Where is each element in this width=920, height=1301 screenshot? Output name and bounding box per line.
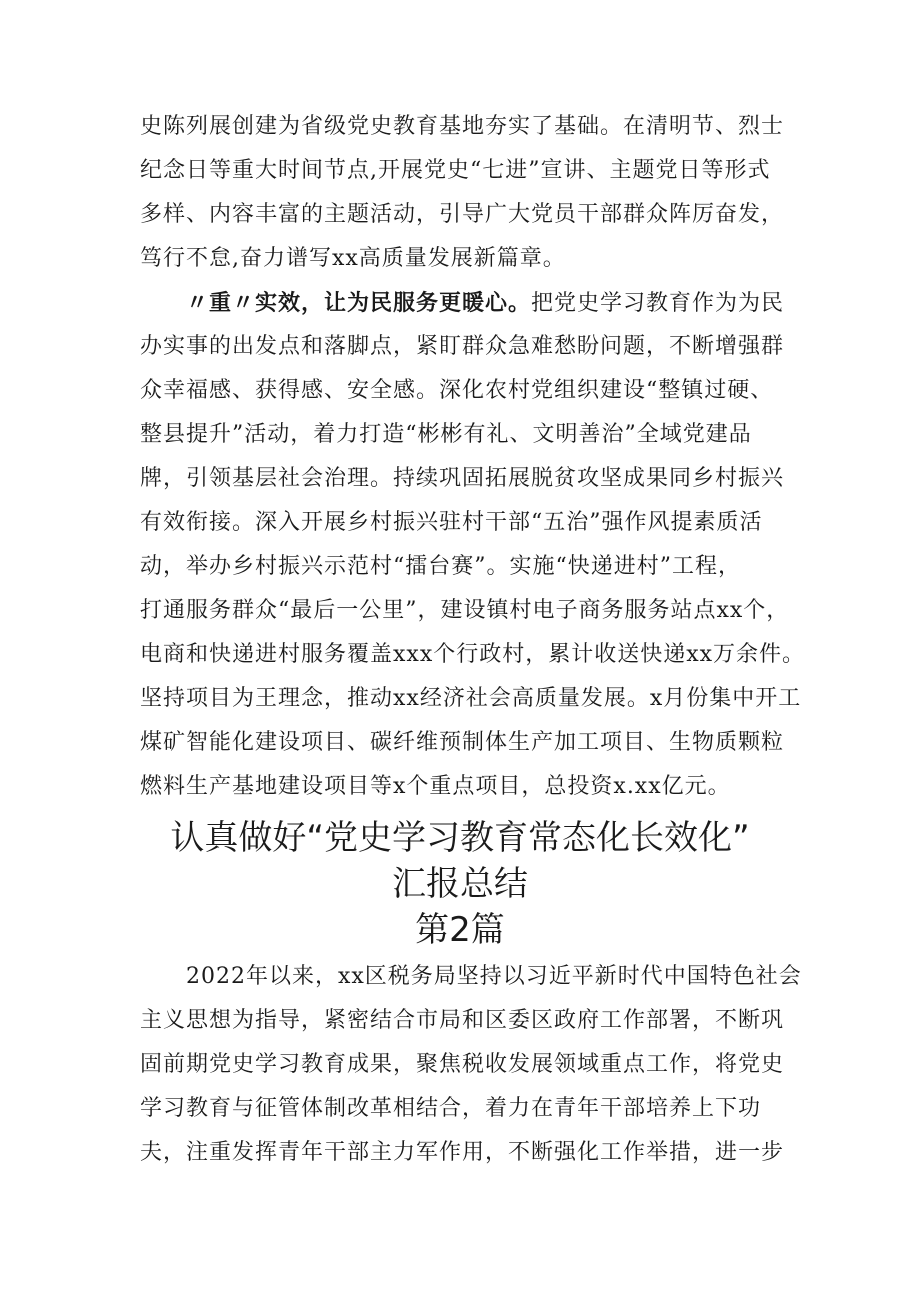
paragraph-line: 2022年以来，xx区税务局坚持以习近平新时代中国特色社会 [186, 964, 802, 989]
paragraph-line: 动，举办乡村振兴示范村“擂台赛”。实施“快递进村”工程， [140, 554, 741, 579]
paragraph-line: 打通服务群众“最后一公里”，建设镇村电子商务服务站点xx个， [140, 598, 790, 623]
paragraph-line: 办实事的出发点和落脚点，紧盯群众急难愁盼问题，不断增强群 [140, 334, 785, 359]
paragraph-line: 学习教育与征管体制改革相结合，着力在青年干部培养上下功 [140, 1096, 762, 1121]
document-title-line2: 汇报总结 [392, 864, 528, 904]
paragraph-line: 夫，注重发挥青年干部主力军作用，不断强化工作举措，进一步 [140, 1140, 785, 1165]
paragraph-line: 笃行不怠,奋力谱写xx高质量发展新篇章。 [140, 246, 566, 271]
paragraph-line: 坚持项目为王理念，推动xx经济社会高质量发展。x月份集中开工 [140, 686, 802, 711]
paragraph-line: 牌，引领基层社会治理。持续巩固拓展脱贫攻坚成果同乡村振兴 [140, 466, 785, 491]
paragraph-line: 燃料生产基地建设项目等x个重点项目，总投资x.xx亿元。 [140, 774, 731, 799]
paragraph-line: 电商和快递进村服务覆盖xxx个行政村，累计收送快递xx万余件。 [140, 642, 806, 667]
paragraph-line: 多样、内容丰富的主题活动，引导广大党员干部群众阵厉奋发， [140, 202, 785, 227]
section-heading: 〃重〃实效，让为民服务更暖心。 [186, 290, 532, 316]
paragraph-line: 主义思想为指导，紧密结合市局和区委区政府工作部署，不断巩 [140, 1008, 785, 1033]
paragraph-line: 整县提升”活动，着力打造“彬彬有礼、文明善治”全域党建品 [140, 422, 752, 447]
paragraph-line: 众幸福感、获得感、安全感。深化农村党组织建设“整镇过硬、 [140, 378, 774, 403]
paragraph-line: 固前期党史学习教育成果，聚焦税收发展领域重点工作，将党史 [140, 1052, 785, 1077]
paragraph-text: 把党史学习教育作为为民 [531, 291, 785, 316]
paragraph-line: 有效衔接。深入开展乡村振兴驻村干部“五治”强作风提素质活 [140, 510, 763, 535]
paragraph-first-line [186, 288, 784, 319]
paragraph-line: 史陈列展创建为省级党史教育基地夯实了基础。在清明节、烈士 [140, 114, 785, 139]
paragraph-line: 纪念日等重大时间节点,开展党史“七进”宣讲、主题党日等形式 [140, 158, 771, 183]
document-part-number: 第2篇 [415, 910, 505, 950]
paragraph-line: 煤矿智能化建设项目、碳纤维预制体生产加工项目、生物质颗粒 [140, 730, 785, 755]
document-title: 认真做好“党史学习教育常态化长效化” [170, 818, 750, 858]
